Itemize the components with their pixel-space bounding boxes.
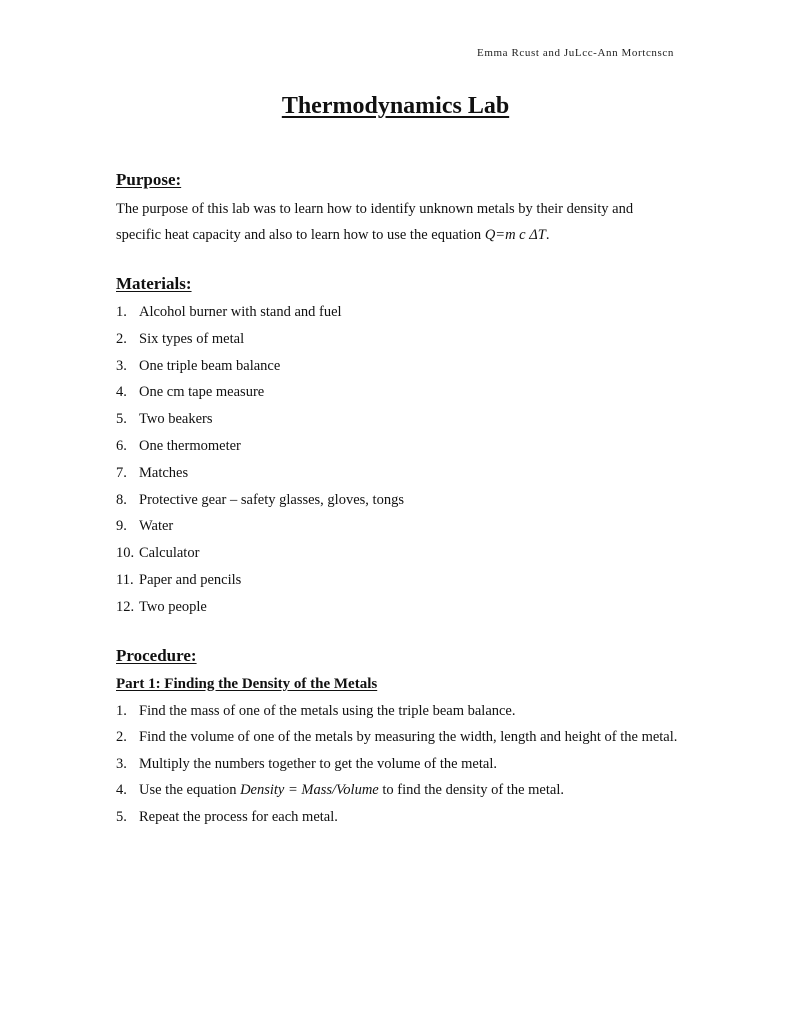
list-item <box>116 299 681 326</box>
list-item <box>116 751 681 778</box>
list-item-text: Multiply the numbers together to get the volume of the metal. <box>139 755 497 772</box>
list-item-number: 2. <box>116 729 127 746</box>
list-item-number: 9. <box>116 518 127 535</box>
list-item-number: 7. <box>116 464 127 481</box>
document-body <box>116 168 681 831</box>
page-title: Thermodynamics Lab <box>281 93 510 119</box>
list-item <box>116 433 681 460</box>
list-item-number: 2. <box>116 330 127 347</box>
list-item-text: One cm tape measure <box>139 384 265 401</box>
list-item <box>116 487 681 514</box>
list-item-text: Paper and pencils <box>139 571 242 588</box>
list-item-number: 4. <box>116 384 127 401</box>
list-item-text: Find the mass of one of the metals using the triple beam balance. <box>139 702 516 719</box>
list-item-number: 12. <box>116 598 135 615</box>
list-item-text: Find the volume of one of the metals by measuring the width, length and height of the metal. <box>139 729 678 746</box>
list-item-number: 11. <box>116 571 134 588</box>
list-item <box>116 567 681 594</box>
materials-heading: Materials: <box>116 274 192 293</box>
list-item-text: One triple beam balance <box>139 357 281 374</box>
list-item-text: Water <box>139 518 174 535</box>
list-item <box>116 406 681 433</box>
step-text-post: to find the density of the metal. <box>378 782 564 799</box>
list-item-number: 3. <box>116 357 127 374</box>
list-item-text: Six types of metal <box>139 330 245 347</box>
part1-heading: Part 1: Finding the Density of the Metals <box>116 675 378 692</box>
list-item <box>116 460 681 487</box>
list-item-number: 3. <box>116 755 127 772</box>
list-item <box>116 513 681 540</box>
list-item <box>116 594 681 621</box>
list-item <box>116 804 681 831</box>
materials-list <box>116 299 681 621</box>
list-item-text <box>139 777 681 804</box>
list-item-text: Two beakers <box>139 411 213 428</box>
purpose-heading: Purpose: <box>116 170 182 189</box>
list-item <box>116 777 681 804</box>
list-item-text: Calculator <box>139 545 200 562</box>
list-item-number: 8. <box>116 491 127 508</box>
list-item-text: Repeat the process for each metal. <box>139 808 338 825</box>
list-item-text: One thermometer <box>139 437 241 454</box>
list-item-text: Two people <box>139 598 207 615</box>
list-item-number: 5. <box>116 808 127 825</box>
list-item <box>116 724 681 751</box>
step-text-pre: Use the equation <box>139 782 241 799</box>
list-item-text: Alcohol burner with stand and fuel <box>139 304 342 320</box>
list-item-number: 4. <box>116 782 127 799</box>
purpose-text: The purpose of this lab was to learn how to identify unknown metals by their density and specific heat capacity and also to learn how to use the equation <box>116 201 634 243</box>
list-item-number: 5. <box>116 411 127 428</box>
list-item-text: Protective gear – safety glasses, gloves, tongs <box>139 491 404 508</box>
header-authors: Emma Rcust and JuLcc-Ann Mortcnscn <box>477 47 674 59</box>
list-item-number: 10. <box>116 545 135 562</box>
purpose-paragraph <box>116 196 681 248</box>
list-item <box>116 698 681 725</box>
list-item-number: 6. <box>116 437 127 454</box>
purpose-text-end: . <box>545 227 550 243</box>
list-item-number: 1. <box>116 304 127 320</box>
density-equation: Density = Mass/Volume <box>240 782 379 799</box>
list-item-number: 1. <box>116 702 127 719</box>
list-item <box>116 379 681 406</box>
list-item <box>116 540 681 567</box>
list-item-text: Matches <box>139 464 189 481</box>
procedure-heading: Procedure: <box>116 645 197 665</box>
list-item <box>116 326 681 353</box>
purpose-equation: Q=m c ΔT <box>484 227 546 243</box>
procedure-steps-list <box>116 698 681 831</box>
list-item <box>116 353 681 380</box>
